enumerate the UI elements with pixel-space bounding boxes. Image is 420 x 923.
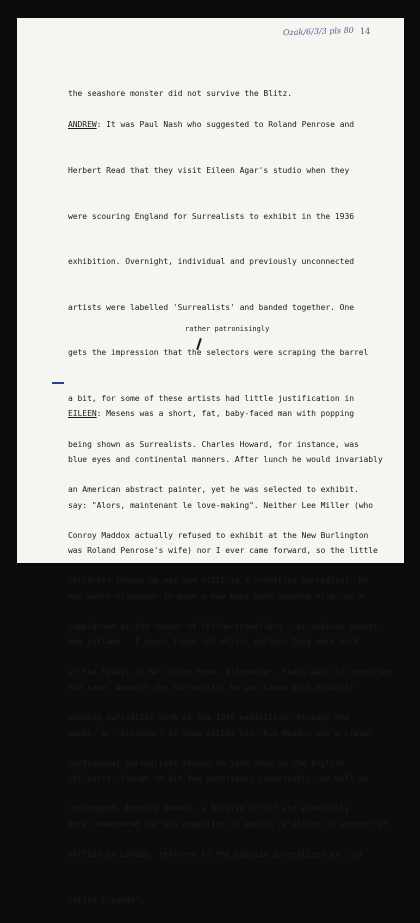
text-line: a bit, for some of these artists had little justification in [68, 393, 354, 403]
text-line: Galleries though he was and still is a committed Surrealist. He [68, 576, 369, 586]
text-line: being shown as Surrealists. Charles Howard, for instance, was [68, 439, 359, 449]
margin-marker [52, 382, 64, 384]
text-segment: : Mesens was a short, fat, baby-faced man with popping [96, 409, 354, 419]
text-line: were scouring England for Surrealists to exhibit in the 1936 [68, 211, 354, 221]
text-line: at the feast, as he called them. Altogether, there were 14 countries [68, 667, 393, 677]
text-line: Conroy Maddox actually refused to exhibit at the New Burlington [68, 530, 369, 540]
text-line: gets the impression that the selectors were scraping the barrel [68, 348, 369, 358]
paragraph-eileen [68, 376, 398, 847]
text-line: collagist, though he did few paintings; conceivably, he will be [68, 774, 369, 784]
text-line: say: "Alors, maintenant le love-making". Neither Lee Miller (who [68, 500, 374, 510]
text-line: man would disappear to make a new baby with someone else, or a [68, 591, 364, 601]
text-line: showing Surrealist work at the 1936 exhibition. Perhaps the [68, 713, 350, 723]
text-line: blue eyes and continental manners. After lunch he would invariably [68, 455, 383, 464]
text-line: little friends". [68, 895, 145, 905]
page-number: 14 [360, 27, 371, 36]
text-segment: : It was Paul Nash who suggested to Roland Penrose and [96, 120, 354, 130]
text-line: new collage - I never found out which; perhaps they were much [68, 637, 359, 647]
text-line: settled in London, referred to the English Surrealists as "our [68, 849, 364, 859]
text-line: was Roland Penrose's wife) nor I ever came forward, so the little [68, 546, 378, 556]
text-line: the same. Amongst the Surrealists he was known as a mischief- [68, 682, 359, 692]
text-line: contingent. Edouard Mesens, a Belgian artist who eventually [68, 804, 350, 814]
text-line: continental Surrealists tended to look down on the English [68, 758, 345, 768]
interlinear-insertion: rather patronisingly [185, 325, 270, 333]
speaker-label: EILEEN [68, 409, 97, 419]
text-line [68, 406, 398, 421]
text-line: artists were labelled 'Surrealists' and banded together. One [68, 302, 354, 312]
text-line: complained at the number of fellow-travellers - or dubious guests [68, 621, 378, 631]
speaker-label: ANDREW [68, 120, 97, 130]
text-line: exhibition. Overnight, individual and previously unconnected [68, 257, 354, 267]
text-line: more remembered for his expertise in public relations in support of [68, 819, 388, 829]
text-line: maker, or "tricheur" as some called him. But Mesens was a clever [68, 728, 374, 738]
text-line: an American abstract painter, yet he was selected to exhibit. [68, 485, 359, 495]
text-line: the seashore monster did not survive the Blitz. [68, 89, 293, 99]
text-line [68, 117, 398, 132]
archive-reference-note: Ozak/6/3/3 pls 80 [282, 25, 354, 38]
text-line: Herbert Read that they visit Eileen Agar's studio when they [68, 166, 350, 175]
